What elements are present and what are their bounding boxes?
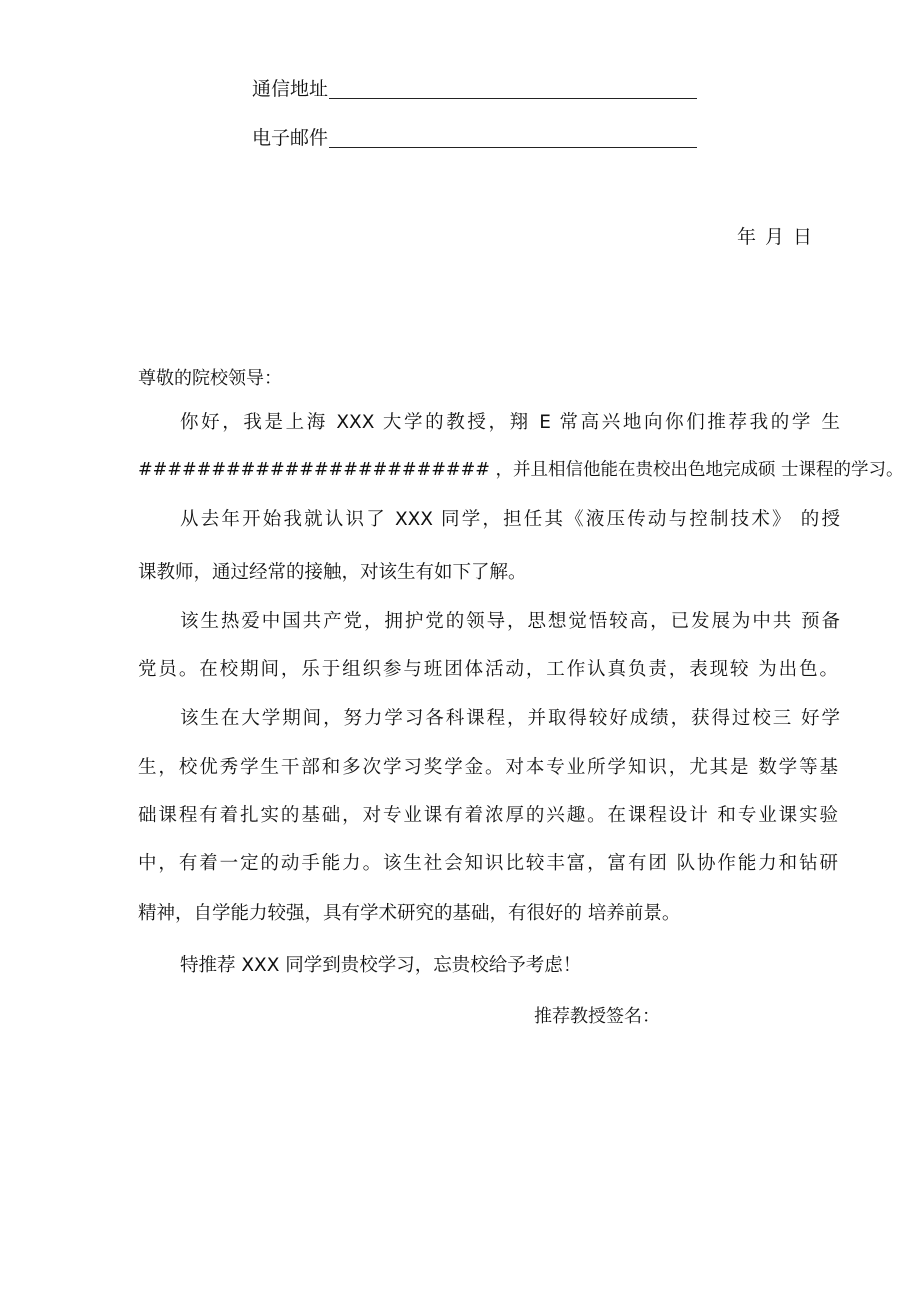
address-label: 通信地址 bbox=[252, 78, 329, 100]
body-line-7: 该生在大学期间，努力学习各科课程，并取得较好成绩，获得过校三 好学 bbox=[180, 708, 840, 729]
signature-label: 推荐教授签名： bbox=[534, 1006, 660, 1027]
body-line-1: 你好，我是上海 XXX 大学的教授，翔 E 常高兴地向你们推荐我的学 生 bbox=[180, 412, 840, 433]
body-line-11: 精神，自学能力较强，具有学术研究的基础，有很好的 培养前景。 bbox=[138, 903, 681, 924]
email-blank-line bbox=[329, 147, 697, 148]
address-field-row bbox=[252, 72, 697, 102]
body-line-4: 课教师，通过经常的接触，对该生有如下了解。 bbox=[138, 562, 527, 583]
body-line-10: 中，有着一定的动手能力。该生社会知识比较丰富，富有团 队协作能力和钻研 bbox=[138, 853, 838, 874]
body-line-3: 从去年开始我就认识了 XXX 同学，担任其《液压传动与控制技术》 的授 bbox=[180, 509, 840, 530]
email-field-row bbox=[252, 121, 697, 151]
date-day: 日 bbox=[792, 226, 812, 248]
date-line bbox=[737, 224, 812, 250]
body-line-5: 该生热爱中国共产党，拥护党的领导，思想觉悟较高，已发展为中共 预备 bbox=[180, 611, 840, 632]
body-line-2: ######################## ，并且相信他能在贵校出色地完成硕 士课程的学习。 bbox=[138, 460, 904, 480]
body-line-8: 生，校优秀学生干部和多次学习奖学金。对本专业所学知识，尤其是 数学等基 bbox=[138, 757, 838, 778]
salutation: 尊敬的院校领导： bbox=[138, 368, 282, 389]
date-year: 年 bbox=[736, 226, 756, 248]
body-line-9: 础课程有着扎实的基础，对专业课有着浓厚的兴趣。在课程设计 和专业课实验 bbox=[138, 805, 838, 826]
body-line-12: 特推荐 XXX 同学到贵校学习，忘贵校给予考虑！ bbox=[180, 955, 582, 976]
email-label: 电子邮件 bbox=[252, 127, 329, 149]
date-month: 月 bbox=[764, 226, 784, 248]
body-line-6: 党员。在校期间，乐于组织参与班团体活动，工作认真负责，表现较 为出色。 bbox=[138, 659, 838, 680]
address-blank-line bbox=[329, 98, 697, 99]
